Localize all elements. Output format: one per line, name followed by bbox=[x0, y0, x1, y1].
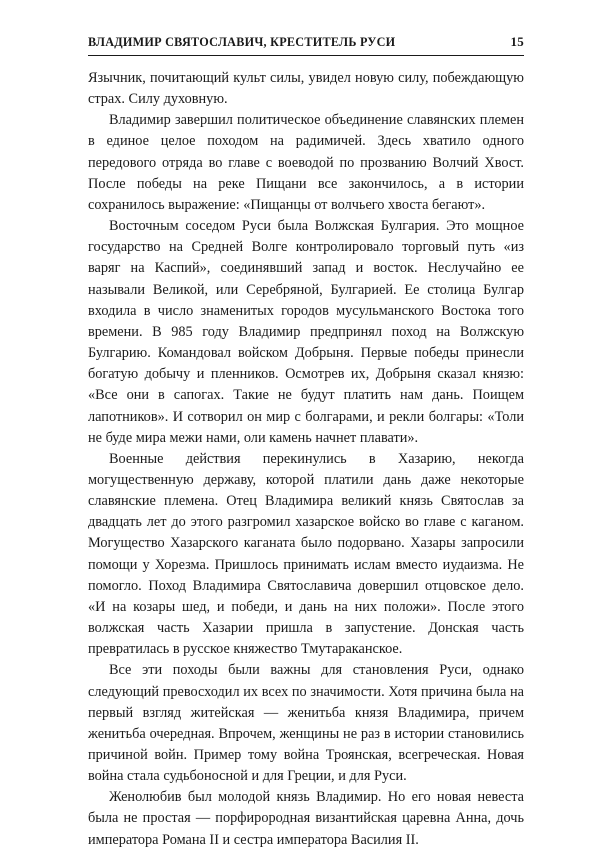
body-text bbox=[88, 68, 524, 851]
paragraph: Все эти походы были важны для становления Руси, однако следующий превосходил их всех по значимости. Хотя причина была на первый взгляд житейская — женитьба князя Владимира, причем женитьба очередная. Впрочем, женщины не раз в истории становились причиной войн. Пример тому война Троянская, всегреческая. Новая война стала судьбоносной и для Греции, и для Руси. bbox=[88, 662, 524, 785]
book-page bbox=[88, 34, 524, 851]
paragraph: Военные действия перекинулись в Хазарию, некогда могущественную державу, которой платили дань даже некоторые славянские племена. Отец Владимира великий князь Святослав за двадцать лет до этого разгромил хазарское войско во главе с каганом. Могущество Хазарского каганата было подорвано. Хазары запросили помощи у Хорезма. Пришлось принимать ислам вместо иудаизма. Не помогло. Поход Владимира Святославича довершил отцовское дело. «И на козары шед, и победи, и дань на них положи». После этого волжская часть Хазарии пришла в запустение. Донская часть превратилась в русское княжество Тмутараканское. bbox=[88, 450, 524, 658]
paragraph: Язычник, почитающий культ силы, увидел новую силу, побеждающую страх. Силу духовную. bbox=[88, 70, 524, 108]
page-number: 15 bbox=[510, 34, 524, 49]
running-header bbox=[88, 34, 524, 56]
paragraph: Восточным соседом Руси была Волжская Булгария. Это мощное государство на Средней Волге контролировало торговый путь «из варяг на Каспий», соединявший запад и восток. Неслучайно ее называли Великой, или Серебряной, Булгарией. Ее столица Булгар входила в число знаменитых городов мусульманского Востока того времени. В 985 году Владимир предпринял поход на Волжскую Булгарию. Командовал войском Добрыня. Первые победы принесли богатую добычу и пленников. Осмотрев их, Добрыня сказал князю: «Все они в сапогах. Такие не будут платить нам дань. Поищем лапотников». И сотворил он мир с болгарами, и рекли болгары: «Толи не буде мира межи нами, оли камень начнет плавати». bbox=[88, 218, 524, 446]
running-title: ВЛАДИМИР СВЯТОСЛАВИЧ, КРЕСТИТЕЛЬ РУСИ bbox=[88, 35, 396, 49]
paragraph: Владимир завершил политическое объединение славянских племен в единое целое походом на радимичей. Здесь хватило одного передового отряда во главе с воеводой по прозванию Волчий Хвост. После победы на реке Пищани все закончилось, а в истории сохранилось выражение: «Пищанцы от волчьего хвоста бегают». bbox=[88, 112, 524, 213]
paragraph: Женолюбив был молодой князь Владимир. Но его новая невеста была не простая — порфирородная византийская царевна Анна, дочь императора Романа II и сестра императора Василия II. bbox=[88, 789, 524, 848]
